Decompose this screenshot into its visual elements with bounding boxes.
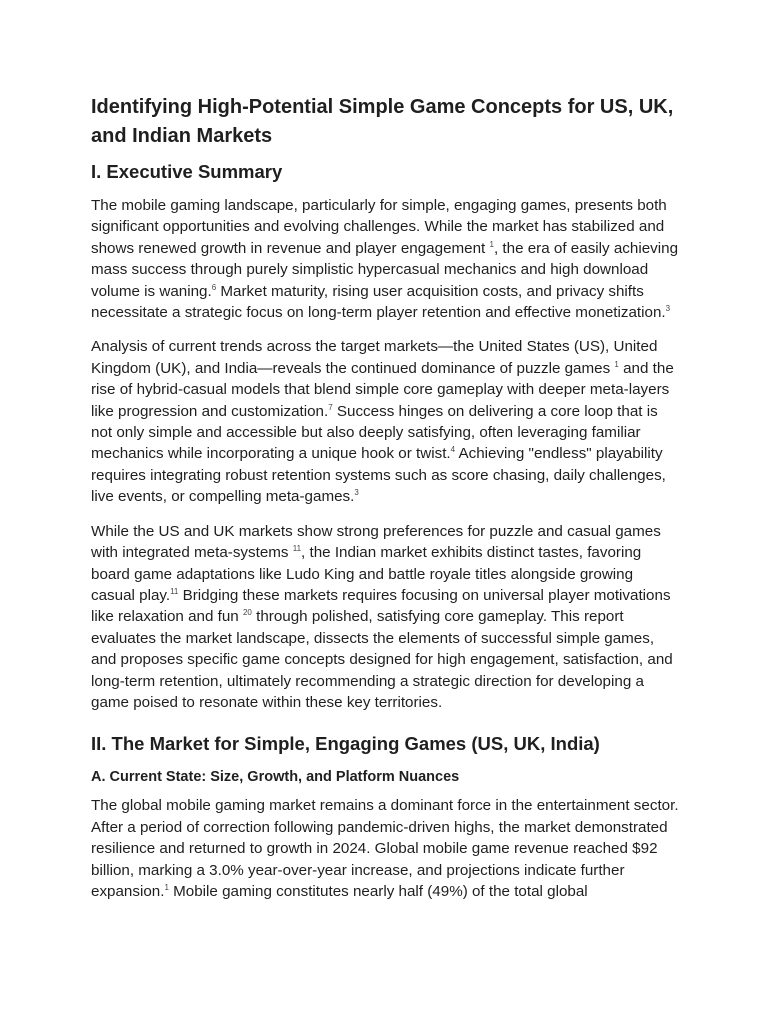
citation: 6 — [211, 282, 217, 292]
citation: 1 — [164, 882, 169, 892]
citation: 11 — [292, 544, 302, 554]
paragraph-summary-2: Analysis of current trends across the target markets—the United States (US), United Kingdom (UK), and India—reveals the continued dominance of puzzle games $^1$ and the rise of hybrid-casual models that blend simple core gameplay with deeper meta-layers like progression and customization.$^7$ Success hinges on delivering a core loop that is not only simple and accessible but also deeply satisfying, often leveraging familiar mechanics while incorporating a unique hook or twist.$^4$ Achieving "endless" playability requires integrating robust retention systems such as score chasing, daily challenges, live events, or compelling meta-games.$^3$ — [91, 338, 674, 506]
paragraph-summary-3: While the US and UK markets show strong preferences for puzzle and casual games with integrated meta-systems $^{11}$, the Indian market exhibits distinct tastes, favoring board game adaptations like Ludo King and battle royale titles alongside growing casual play.$^{11}$ Bridging these markets requires focusing on universal player motivations like relaxation and fun $^{20}$ through polished, satisfying core gameplay. This report evaluates the market landscape, dissects the elements of successful simple games, and proposes specific game concepts designed for high engagement, satisfaction, and long-term retention, ultimately recommending a strategic direction for developing a game poised to resonate within these key territories. — [91, 522, 673, 711]
paragraph-market-1: The global mobile gaming market remains a dominant force in the entertainment sector. After a period of correction following pandemic-driven highs, the market demonstrated resilience and returned to growth in 2024. Global mobile game revenue reached $92 billion, marking a 3.0% year-over-year increase, and projections indicate further expansion.$^1$ Mobile gaming constitutes nearly half (49%) of the total global — [91, 797, 679, 900]
citation: 11 — [170, 586, 179, 596]
citation: 4 — [450, 445, 456, 455]
paragraph-summary-1: The mobile gaming landscape, particularly for simple, engaging games, presents both significant opportunities and evolving challenges. While the market has stabilized and shows renewed growth in revenue and player engagement $^1$, the era of easily achieving mass success through purely simplistic hypercasual mechanics and high download volume is waning.$^6$ Market maturity, rising user acquisition costs, and privacy shifts necessitate a strategic focus on long-term player retention and effective monetization.$^3$ — [91, 197, 679, 322]
citation: 1 — [614, 359, 619, 369]
citation: 20 — [242, 608, 252, 618]
section-heading-market: II. The Market for Simple, Engaging Games (US, UK, India) — [91, 733, 600, 755]
citation: 7 — [328, 402, 333, 412]
subsection-heading-current-state: A. Current State: Size, Growth, and Platform Nuances — [91, 769, 460, 786]
citation: 1 — [489, 239, 494, 249]
section-heading-executive-summary: I. Executive Summary — [91, 161, 283, 182]
document-title: Identifying High-Potential Simple Game Concepts for US, UK, and Indian Markets — [91, 96, 674, 147]
citation: 3 — [665, 303, 671, 313]
citation: 3 — [354, 488, 359, 498]
